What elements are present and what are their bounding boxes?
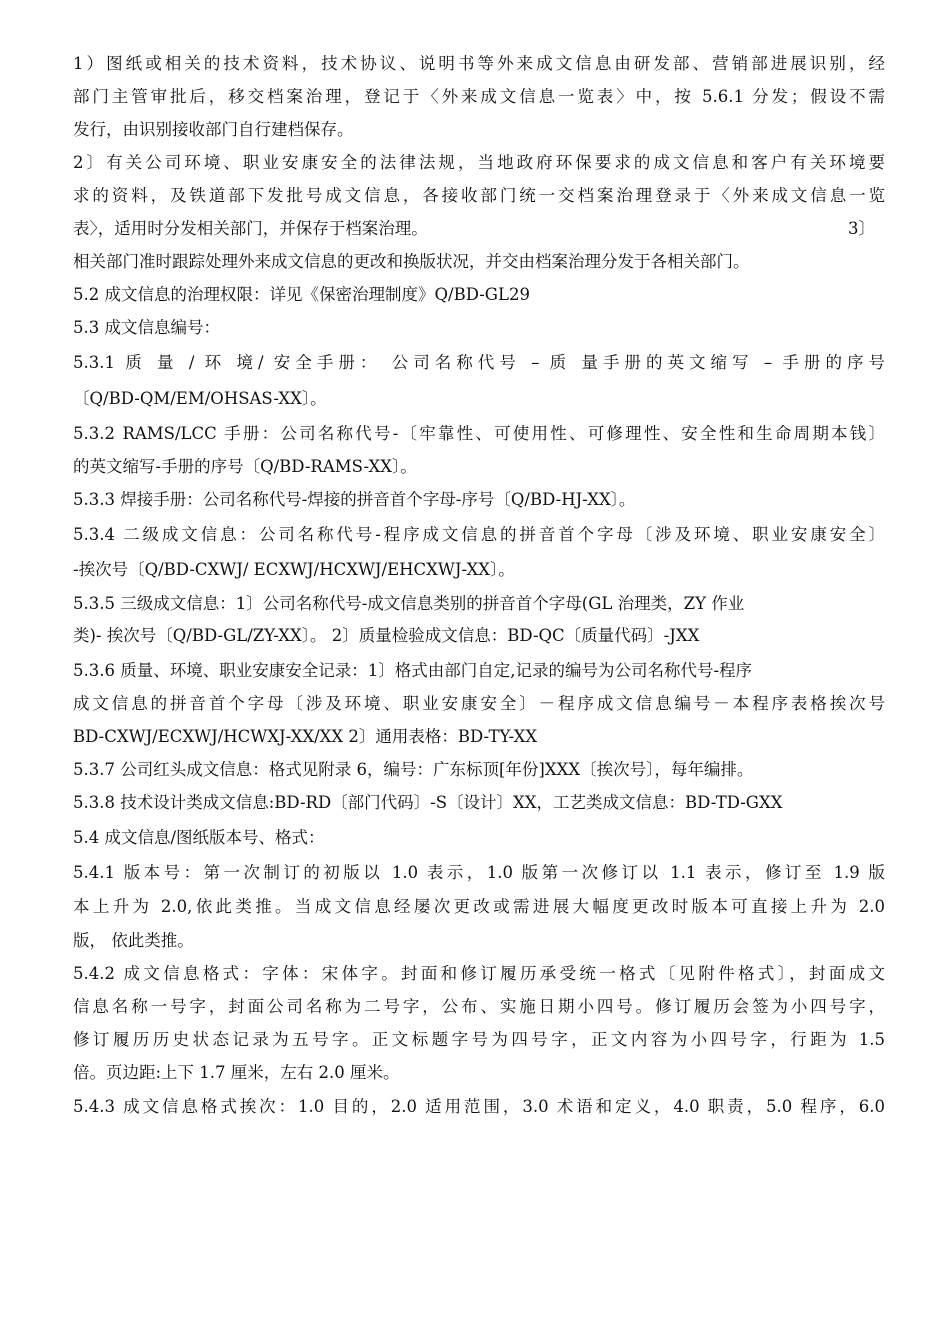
text-line: 的英文缩写-手册的序号〔Q/BD-RAMS-XX〕。	[73, 457, 417, 476]
text-line: 部门主管审批后，移交档案治理，登记于〈外来成文信息一览表〉中，按 5.6.1 分发；假设不需	[73, 87, 885, 106]
text-line: 倍。页边距:上下 1.7 厘米，左右 2.0 厘米。	[73, 1063, 400, 1082]
text-line: 5.3.7 公司红头成文信息：格式见附录 6，编号：广东标顶[年份]XXX〔挨次号〕，每年编排。	[73, 760, 754, 779]
text-line: 1）图纸或相关的技术资料，技术协议、说明书等外来成文信息由研发部、营销部进展识别，经	[73, 54, 885, 73]
text-line: 5.3.3 焊接手册：公司名称代号-焊接的拼音首个字母-序号〔Q/BD-HJ-XX〕。	[73, 490, 636, 509]
text-line: 成文信息的拼音首个字母〔涉及环境、职业安康安全〕－程序成文信息编号－本程序表格挨次号	[73, 694, 885, 713]
section-heading: 5.3 成文信息编号：	[73, 318, 220, 337]
text-line: 5.3.8 技术设计类成文信息:BD-RD〔部门代码〕-S〔设计〕XX，工艺类成文信息：BD-TD-GXX	[73, 793, 783, 812]
text-line: 求的资料，及铁道部下发批号成文信息，各接收部门统一交档案治理登录于〈外来成文信息一览	[73, 186, 885, 205]
text-line: 5.3.2 RAMS/LCC 手册：公司名称代号-〔牢靠性、可使用性、可修理性、安全性和生命周期本钱〕	[73, 424, 885, 443]
text-line: 〔Q/BD-QM/EM/OHSAS-XX〕。	[73, 389, 327, 408]
text-line: 5.3.1 质 量 / 环 境/ 安全手册： 公司名称代号 – 质 量手册的英文缩写 – 手册的序号	[73, 353, 885, 372]
text-line: 表〉，适用时分发相关部门，并保存于档案治理。	[73, 219, 428, 238]
text-line: 5.3.6 质量、环境、职业安康安全记录：1〕格式由部门自定,记录的编号为公司名称代号-程序	[73, 661, 753, 680]
text-line: 版， 依此类推。	[73, 931, 194, 950]
text-line: 本上升为 2.0,依此类推。当成文信息经屡次更改或需进展大幅度更改时版本可直接上升为 2.0	[73, 897, 885, 916]
text-line: -挨次号〔Q/BD-CXWJ/ ECXWJ/HCXWJ/EHCXWJ-XX〕。	[73, 560, 515, 579]
section-heading: 5.4 成文信息/图纸版本号、格式：	[73, 828, 325, 847]
text-line: 5.4.2 成文信息格式：字体：宋体字。封面和修订履历承受统一格式〔见附件格式〕，封面成文	[73, 964, 885, 983]
text-line: 5.4.1 版本号：第一次制订的初版以 1.0 表示，1.0 版第一次修订以 1.1 表示，修订至 1.9 版	[73, 863, 885, 882]
text-line: BD-CXWJ/ECXWJ/HCWXJ-XX/XX 2〕通用表格：BD-TY-XX	[73, 727, 538, 746]
section-heading: 5.2 成文信息的治理权限：详见《保密治理制度》Q/BD-GL29	[73, 285, 530, 304]
text-line: 5.4.3 成文信息格式挨次：1.0 目的，2.0 适用范围，3.0 术语和定义，4.0 职责，5.0 程序，6.0	[73, 1097, 885, 1116]
text-line: 信息名称一号字，封面公司名称为二号字，公布、实施日期小四号。修订履历会签为小四号字，	[73, 997, 885, 1016]
text-line: 2〕有关公司环境、职业安康安全的法律法规，当地政府环保要求的成文信息和客户有关环境要	[73, 153, 885, 172]
text-line: 5.3.4 二级成文信息：公司名称代号-程序成文信息的拼音首个字母〔涉及环境、职业安康安全〕	[73, 525, 885, 544]
text-line: 发行，由识别接收部门自行建档保存。	[73, 120, 354, 139]
text-line: 修订履历历史状态记录为五号字。正文标题字号为四号字，正文内容为小四号字，行距为 1.5	[73, 1030, 885, 1049]
list-marker: 3〕	[848, 219, 875, 238]
text-line: 相关部门准时跟踪处理外来成文信息的更改和换版状况，并交由档案治理分发于各相关部门。	[73, 252, 750, 271]
text-line: 5.3.5 三级成文信息：1〕公司名称代号-成文信息类别的拼音首个字母(GL 治理类，ZY 作业	[73, 594, 745, 613]
text-line: 类)- 挨次号〔Q/BD-GL/ZY-XX〕。 2〕质量检验成文信息：BD-QC〔质量代码〕-JXX	[73, 626, 700, 645]
